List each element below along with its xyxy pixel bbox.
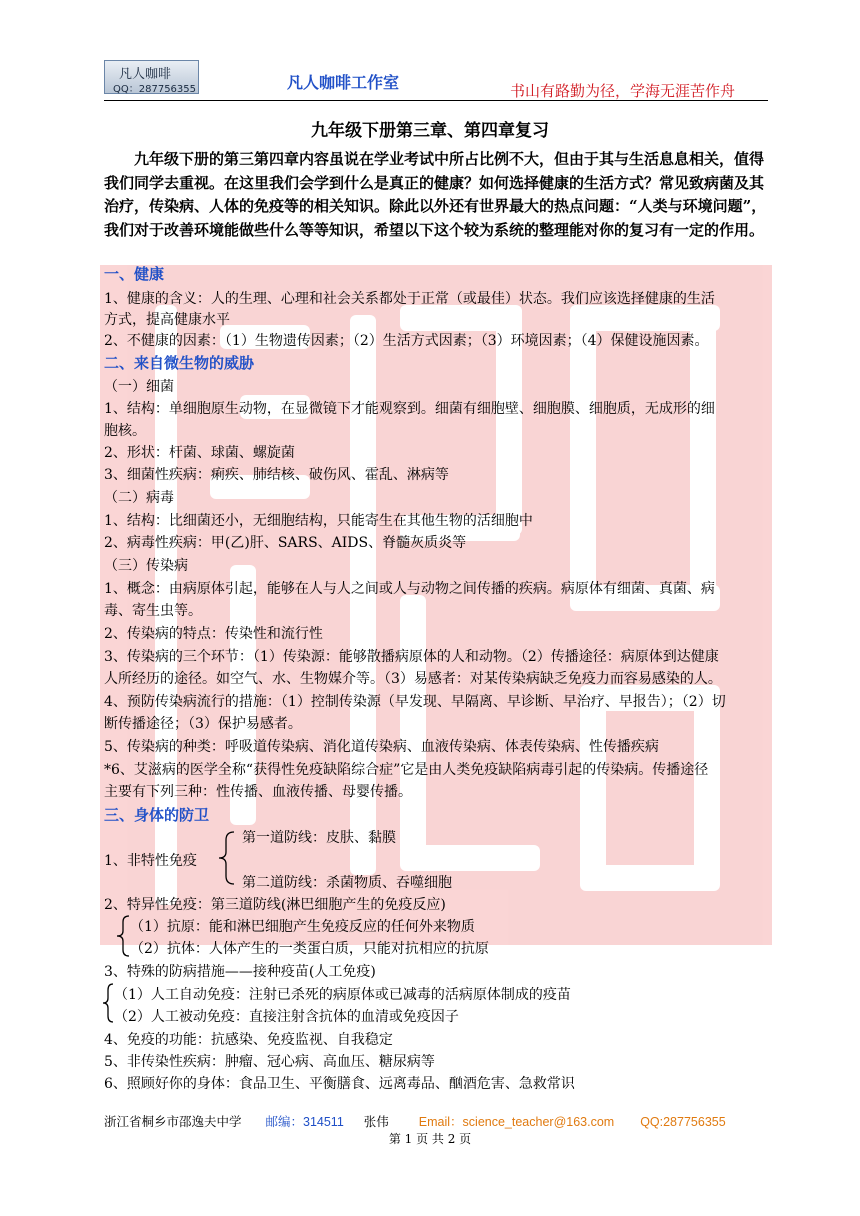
logo-name: 凡人咖啡 bbox=[119, 67, 172, 82]
subsection-heading: （二）病毒 bbox=[104, 490, 174, 506]
text-line: 断传播途径；（3）保护易感者。 bbox=[104, 716, 302, 732]
text-line: 1、结构：比细菌还小，无细胞结构，只能寄生在其他生物的活细胞中 bbox=[104, 513, 533, 529]
page-number: 第 1 页 共 2 页 bbox=[388, 1132, 472, 1146]
header-motto: 书山有路勤为径，学海无涯苦作舟 bbox=[510, 82, 736, 100]
document-title: 九年级下册第三章、第四章复习 bbox=[311, 121, 549, 141]
text-line: （2）人工被动免疫：直接注射含抗体的血清或免疫因子 bbox=[114, 1009, 459, 1025]
intro-paragraph: 九年级下册的第三第四章内容虽说在学业考试中所占比例不大，但由于其与生活息息相关，值得我们同学去重视。在这里我们会学到什么是真正的健康？如何选择健康的生活方式？常见致病菌及其治疗，传染病、人体的免疫等的相关知识。除此以外还有世界最大的热点问题：“人类与环境问题”，我们对于改善环境能做些什么等等知识，希望以下这个较为系统的整理能对你的复习有一定的作用。 bbox=[104, 150, 767, 239]
logo bbox=[104, 60, 199, 94]
text-line: 人所经历的途径。如空气、水、生物媒介等。（3）易感者：对某传染病缺乏免疫力而容易感染的人。 bbox=[104, 671, 722, 687]
subsection-heading: （一）细菌 bbox=[104, 379, 174, 395]
footer-qq: QQ:287756355 bbox=[640, 1115, 726, 1129]
section-heading-microbes: 二、来自微生物的威胁 bbox=[104, 354, 255, 372]
footer-zip: 邮编：314511 bbox=[265, 1115, 344, 1129]
text-line: 第二道防线：杀菌物质、吞噬细胞 bbox=[242, 875, 452, 891]
text-line: 3、特殊的防病措施——接种疫苗(人工免疫) bbox=[104, 964, 376, 980]
text-line: 5、传染病的种类：呼吸道传染病、消化道传染病、血液传染病、体表传染病、性传播疾病 bbox=[104, 739, 659, 755]
text-line: 5、非传染性疾病：肿瘤、冠心病、高血压、糖尿病等 bbox=[104, 1054, 435, 1070]
footer-school: 浙江省桐乡市邵逸夫中学 bbox=[104, 1114, 242, 1129]
section-heading-health: 一、健康 bbox=[104, 265, 165, 283]
text-line: 4、免疫的功能：抗感染、免疫监视、自我稳定 bbox=[104, 1032, 393, 1048]
text-line: （1）抗原：能和淋巴细胞产生免疫反应的任何外来物质 bbox=[130, 919, 475, 935]
section-heading-defense: 三、身体的防卫 bbox=[104, 806, 210, 824]
logo-qq: QQ：287756355 bbox=[113, 84, 197, 95]
brace-icon bbox=[216, 830, 238, 886]
text-line: 1、非特性免疫 bbox=[104, 853, 197, 869]
text-line: 毒、寄生虫等。 bbox=[104, 603, 202, 619]
text-line: 胞核。 bbox=[104, 423, 146, 439]
text-line: 2、形状：杆菌、球菌、螺旋菌 bbox=[104, 445, 295, 461]
studio-name: 凡人咖啡工作室 bbox=[287, 73, 400, 92]
text-line: 4、预防传染病流行的措施：（1）控制传染源（早发现、早隔离、早诊断、早治疗、早报告）；（2）切 bbox=[104, 694, 726, 710]
text-line: 1、概念：由病原体引起，能够在人与人之间或人与动物之间传播的疾病。病原体有细菌、真菌、病 bbox=[104, 581, 715, 597]
text-line: （2）抗体：人体产生的一类蛋白质，只能对抗相应的抗原 bbox=[130, 941, 489, 957]
text-line: 2、特异性免疫：第三道防线(淋巴细胞产生的免疫反应) bbox=[104, 897, 446, 913]
text-line: 3、细菌性疾病：痢疾、肺结核、破伤风、霍乱、淋病等 bbox=[104, 467, 449, 483]
text-line: 方式，提高健康水平 bbox=[104, 312, 230, 328]
text-line: *6、艾滋病的医学全称“获得性免疫缺陷综合症”它是由人类免疫缺陷病毒引起的传染病。传播途径 bbox=[104, 762, 709, 778]
header-divider bbox=[104, 100, 768, 101]
text-line: （1）人工自动免疫：注射已杀死的病原体或已减毒的活病原体制成的疫苗 bbox=[114, 987, 571, 1003]
text-line: 1、健康的含义：人的生理、心理和社会关系都处于正常（或最佳）状态。我们应该选择健康的生活 bbox=[104, 291, 715, 307]
text-line: 2、传染病的特点：传染性和流行性 bbox=[104, 626, 323, 642]
text-line: 第一道防线：皮肤、黏膜 bbox=[242, 830, 396, 846]
footer-author: 张伟 bbox=[363, 1114, 389, 1129]
footer-info bbox=[104, 1112, 726, 1130]
text-line: 主要有下列三种：性传播、血液传播、母婴传播。 bbox=[104, 784, 412, 800]
subsection-heading: （三）传染病 bbox=[104, 558, 188, 574]
text-line: 2、不健康的因素：（1）生物遗传因素；（2）生活方式因素；（3）环境因素；（4）保健设施因素。 bbox=[104, 333, 709, 349]
text-line: 3、传染病的三个环节：（1）传染源：能够散播病原体的人和动物。（2）传播途径：病原体到达健康 bbox=[104, 649, 719, 665]
text-line: 1、结构：单细胞原生动物，在显微镜下才能观察到。细菌有细胞壁、细胞膜、细胞质，无成形的细 bbox=[104, 401, 715, 417]
text-line: 6、照顾好你的身体：食品卫生、平衡膳食、远离毒品、酗酒危害、急救常识 bbox=[104, 1076, 575, 1092]
footer-email: Email：science_teacher@163.com bbox=[418, 1115, 615, 1129]
text-line: 2、病毒性疾病：甲(乙)肝、SARS、AIDS、脊髓灰质炎等 bbox=[104, 535, 467, 551]
